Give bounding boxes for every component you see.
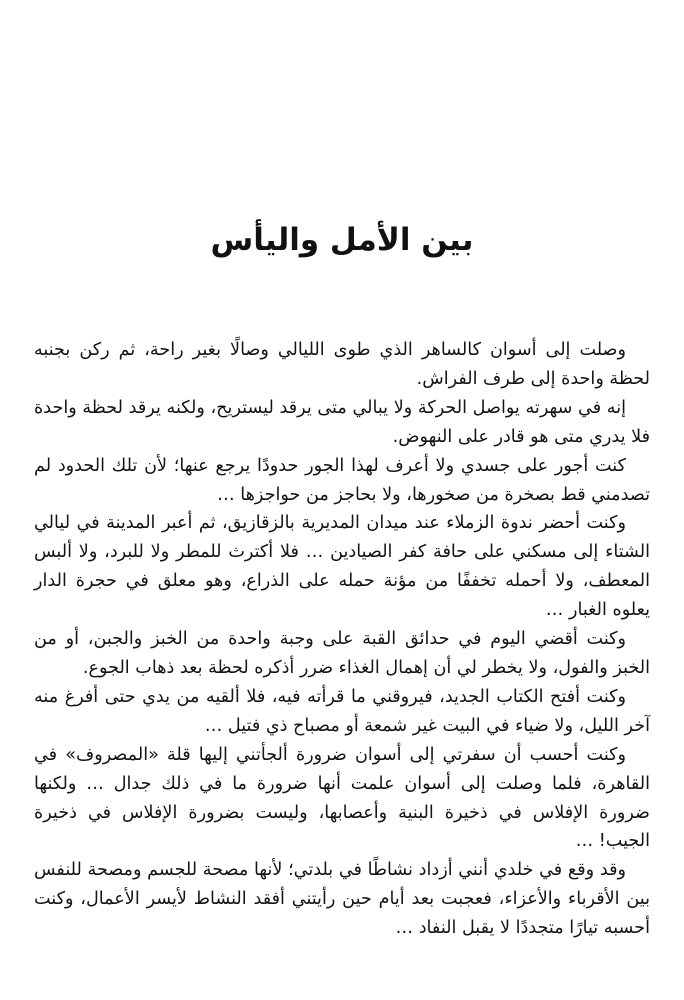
chapter-body [34, 336, 650, 943]
paragraph-8: وقد وقع في خلدي أنني أزداد نشاطًا في بلدتي؛ لأنها مصحة للجسم ومصحة للنفس بين الأقرباء والأعزاء، فعجبت بعد أيام حين رأيتني أفقد النشاط لأيسر الأعمال، وكنت أحسبه تيارًا متجددًا لا يقبل النفاد … [34, 860, 650, 939]
paragraph-3: كنت أجور على جسدي ولا أعرف لهذا الجور حدودًا يرجع عنها؛ لأن تلك الحدود لم تصدمني قط بصخرة من صخورها، ولا بحاجز من حواجزها … [34, 455, 650, 505]
chapter-title: بين الأمل واليأس [210, 222, 474, 258]
paragraph-4: وكنت أحضر ندوة الزملاء عند ميدان المديرية بالزقازيق، ثم أعبر المدينة في ليالي الشتاء إلى مسكني على حافة كفر الصيادين … فلا أكترث للمطر ولا للبرد، ولا ألبس المعطف، ولا أحمله تخففًا من مؤنة حمله على الذراع، وهو معلق في حجرة الدار يعلوه الغبار … [34, 513, 650, 621]
paragraph-1: وصلت إلى أسوان كالساهر الذي طوى الليالي وصالًا بغير راحة، ثم ركن بجنبه لحظة واحدة إلى طرف الفراش. [34, 340, 650, 389]
paragraph-2: إنه في سهرته يواصل الحركة ولا يبالي متى يرقد ليستريح، ولكنه يرقد لحظة واحدة فلا يدري متى هو قادر على النهوض. [34, 397, 650, 447]
paragraph-6: وكنت أفتح الكتاب الجديد، فيروقني ما قرأته فيه، فلا ألقيه من يدي حتى أفرغ منه آخر الليل، ولا ضياء في البيت غير شمعة أو مصباح ذي فتيل … [34, 686, 650, 736]
paragraph-5: وكنت أقضي اليوم في حدائق القبة على وجبة واحدة من الخبز والجبن، أو من الخبز والفول، ولا يخطر لي أن إهمال الغذاء ضرر أذكره لحظة بعد ذهاب الجوع. [34, 629, 650, 678]
paragraph-7: وكنت أحسب أن سفرتي إلى أسوان ضرورة ألجأتني إليها قلة «المصروف» في القاهرة، فلما وصلت إلى أسوان علمت أنها ضرورة ما في ذلك جدال … ولكنها ضرورة الإفلاس في ذخيرة البنية وأعصابها، وليست بضرورة الإفلاس في ذخيرة الجيب! … [34, 744, 650, 852]
